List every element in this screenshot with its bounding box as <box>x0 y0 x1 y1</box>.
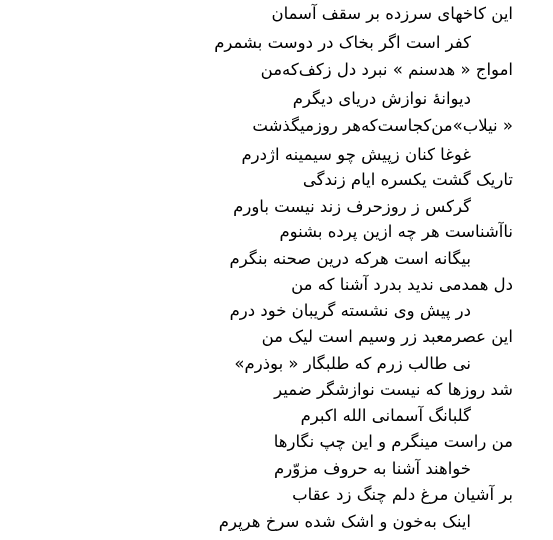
verse-line: امواج « هدسنم » نبرد دل زکف‌که‌من <box>260 60 513 79</box>
verse-line: کفر است اگر بخاک در دوست بشمرم <box>214 33 471 52</box>
verse-line: دل همدمی ندید بدرد آشنا که من <box>291 275 513 294</box>
verse-line: گلبانگ آسمانی الله اکبرم <box>300 406 471 425</box>
verse-line: اینک به‌خون و اشک شده سرخ هرپرم <box>218 512 471 531</box>
verse-line: این کاخهای سرزده بر سقف آسمان <box>271 4 513 23</box>
verse-line: گرکس ز روزحرف زند نیست باورم <box>233 197 471 216</box>
verse-line: « نیلاب»من‌کجاست‌که‌هر روزمیگذشت <box>252 116 513 135</box>
verse-line: شد روزها که نیست نوازشگر ضمیر <box>274 380 513 399</box>
verse-line: خواهند آشنا به حروف مزوّرم <box>274 459 471 478</box>
verse-line: غوغا کنان زپیش چو سیمینه اژدرم <box>241 145 471 164</box>
verse-line: نی طالب زرم که طلبگار « بوذرم» <box>234 354 471 373</box>
verse-line: بر آشیان مرغ دلم چنگ زد عقاب <box>292 485 513 504</box>
verse-line: در پیش وی نشسته گریبان خود درم <box>229 301 471 320</box>
verse-line: من راست مینگرم و این چپ نگارها <box>273 432 513 451</box>
verse-line: بیگانه است هرکه درین صحنه بنگرم <box>229 249 471 268</box>
verse-line: تاریک گشت یکسره ایام زندگی <box>302 170 513 189</box>
verse-line: ناآشناست هر چه ازین پرده بشنوم <box>279 222 513 241</box>
verse-line: این عصرمعبد زر وسیم است لیک من <box>261 327 513 346</box>
verse-line: دیوانهٔ نوازش دریای دیگرم <box>292 89 471 108</box>
